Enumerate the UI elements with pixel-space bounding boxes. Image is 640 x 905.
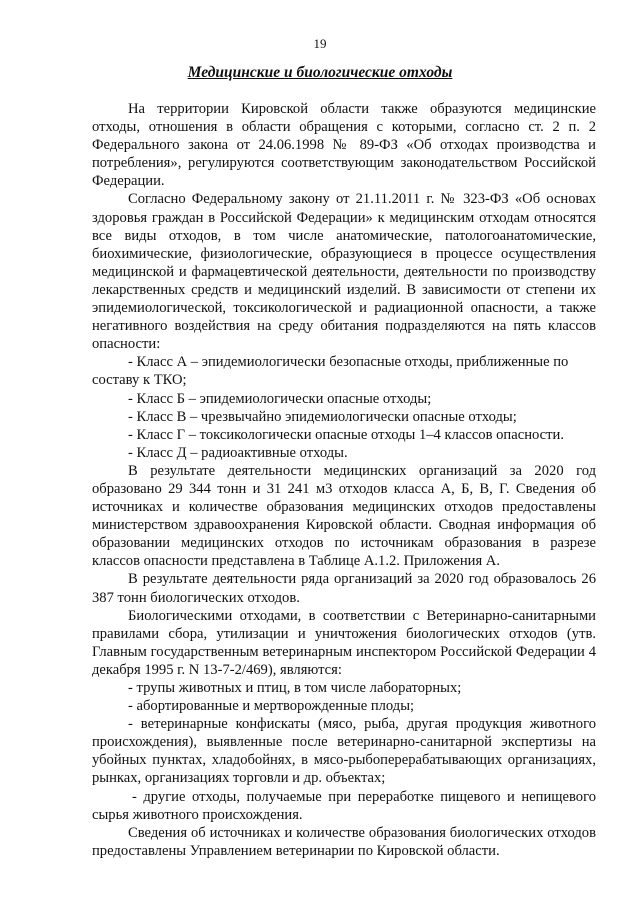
- section-title: Медицинские и биологические отходы: [187, 64, 453, 81]
- list-item-class-g: - Класс Г – токсикологически опасные отходы 1–4 классов опасности.: [128, 426, 564, 443]
- list-item-class-b: - Класс Б – эпидемиологически опасные отходы;: [128, 390, 432, 407]
- list-item-other-waste: - другие отходы, получаемые при переработке пищевого и непищевого сырья животного происхождения.: [92, 788, 596, 823]
- paragraph-bio-sources: Сведения об источниках и количестве образования биологических отходов предоставлены Управлением ветеринарии по Кировской области.: [92, 824, 596, 859]
- page-number: 19: [313, 36, 327, 51]
- list-item-class-d: - Класс Д – радиоактивные отходы.: [128, 444, 348, 461]
- paragraph-bio-definition: Биологическими отходами, в соответствии с Ветеринарно-санитарными правилами сбора, утилизации и уничтожения биологических отходов (утв. Главным государственным ветеринарным инспектором Российской Федерации 4 декабря 1995 г. N 13-7-2/469), являются:: [92, 607, 596, 678]
- paragraph-bio-results: В результате деятельности ряда организаций за 2020 год образовалось 26 387 тонн биологических отходов.: [92, 571, 596, 606]
- body-text: [92, 100, 596, 860]
- list-item-animal-corpses: - трупы животных и птиц, в том числе лабораторных;: [128, 680, 462, 696]
- list-item-class-v: - Класс В – чрезвычайно эпидемиологически опасные отходы;: [128, 408, 517, 425]
- paragraph-law-323: Согласно Федеральному закону от 21.11.2011 г. № 323-ФЗ «Об основах здоровья граждан в Российской Федерации» к медицинским отходам относятся все виды отходов, в том числе анатомические, патологоанатомические, биохимические, физиологические, образующиеся в процессе осуществления медицинской и фармацевтической деятельности, деятельности по производству лекарственных средств и медицинский изделий. В зависимости от степени их эпидемиологической, токсикологической и радиационной опасности, а также негативного воздействия на среду обитания подразделяются на пять классов опасности:: [92, 191, 596, 353]
- list-item-vet-confiscates: - ветеринарные конфискаты (мясо, рыба, другая продукция животного происхождения), выявленные после ветеринарно-санитарной экспертизы на убойных пунктах, хладобойнях, в мясо-рыбоперерабатывающих организациях, рынках, организациях торговли и др. объектах;: [92, 716, 596, 787]
- list-item-aborted-fetuses: - абортированные и мертворожденные плоды;: [128, 698, 415, 715]
- paragraph-intro: На территории Кировской области также образуются медицинские отходы, отношения в области обращения с которыми, согласно ст. 2 п. 2 Федерального закона от 24.06.1998 № 89-ФЗ «Об отходах производства и потребления», регулируются соответствующим законодательством Российской Федерации.: [92, 101, 596, 190]
- paragraph-medical-results: В результате деятельности медицинских организаций за 2020 год образовано 29 344 тонн и 31 241 м3 отходов класса А, Б, В, Г. Сведения об источниках и количестве образования медицинских отходов предоставлены министерством здравоохранения Кировской области. Сводная информация об образовании медицинских отходов по источникам образования в разрезе классов опасности представлена в Таблице А.1.2. Приложения А.: [92, 462, 596, 570]
- list-item-class-a: - Класс А – эпидемиологически безопасные отходы, приближенные по составу к ТКО;: [92, 354, 569, 389]
